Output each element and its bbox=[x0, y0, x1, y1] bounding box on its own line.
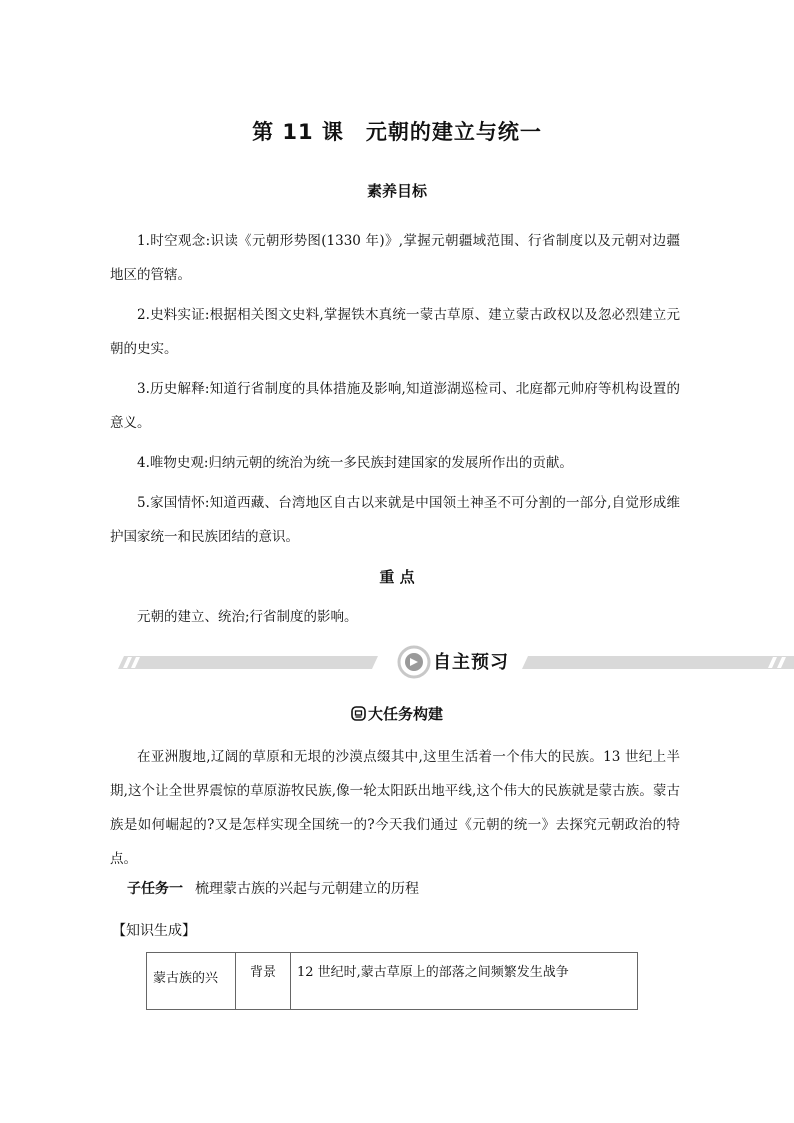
subtask-text: 梳理蒙古族的兴起与元朝建立的历程 bbox=[195, 881, 419, 897]
literacy-item-4: 4.唯物史观:归纳元朝的统治为统一多民族封建国家的发展所作出的贡献。 bbox=[137, 455, 573, 471]
literacy-item-2: 2.史料实证:根据相关图文史料,掌握铁木真统一蒙古草原、建立蒙古政权以及忽必烈建立元朝的史实。 bbox=[110, 307, 680, 357]
lesson-title: 第 11 课 元朝的建立与统一 bbox=[252, 120, 542, 144]
subtask-label: 子任务一 bbox=[127, 881, 183, 897]
literacy-item-1: 1.时空观念:识读《元朝形势图(1330 年)》,掌握元朝疆域范围、行省制度以及元朝对边疆地区的管辖。 bbox=[110, 233, 680, 283]
banner-label: 自主预习 bbox=[433, 652, 509, 673]
subtask-row bbox=[127, 878, 419, 898]
table-row bbox=[147, 953, 638, 1010]
table-cell-topic: 蒙古族的兴 bbox=[147, 953, 236, 1010]
literacy-item-3: 3.历史解释:知道行省制度的具体措施及影响,知道澎湖巡检司、北庭都元帅府等机构设置的意义。 bbox=[110, 381, 680, 431]
task-icon bbox=[351, 706, 366, 721]
key-point-heading: 重 点 bbox=[379, 568, 415, 586]
table-cell-category: 背景 bbox=[236, 953, 291, 1010]
knowledge-label: 【知识生成】 bbox=[112, 923, 196, 939]
key-point-text: 元朝的建立、统治;行省制度的影响。 bbox=[137, 609, 358, 625]
task-heading bbox=[0, 703, 794, 724]
task-heading-text: 大任务构建 bbox=[367, 705, 443, 723]
literacy-item-5: 5.家国情怀:知道西藏、台湾地区自古以来就是中国领土神圣不可分割的一部分,自觉形成维护国家统一和民族团结的意识。 bbox=[110, 495, 680, 545]
table-cell-content: 12 世纪时,蒙古草原上的部落之间频繁发生战争 bbox=[291, 953, 638, 1010]
preview-icon bbox=[399, 647, 429, 677]
intro-paragraph: 在亚洲腹地,辽阔的草原和无垠的沙漠点缀其中,这里生活着一个伟大的民族。13 世纪上半期,这个让全世界震惊的草原游牧民族,像一轮太阳跃出地平线,这个伟大的民族就是蒙古族。蒙古族是如何崛起的?又是怎样实现全国统一的?今天我们通过《元朝的统一》去探究元朝政治的特点。 bbox=[110, 749, 680, 867]
literacy-heading: 素养目标 bbox=[366, 182, 427, 200]
knowledge-table bbox=[146, 952, 638, 1010]
